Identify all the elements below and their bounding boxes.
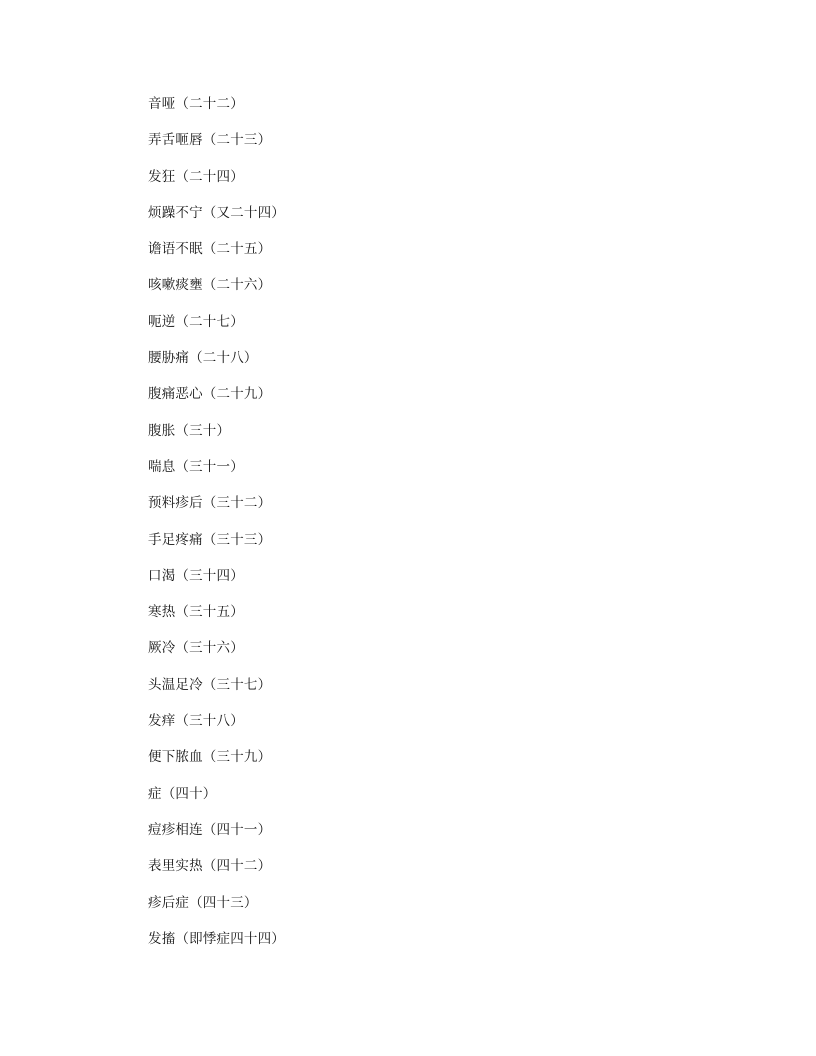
list-item: 便下脓血（三十九） [148, 749, 272, 766]
list-item: 痘疹相连（四十一） [148, 821, 272, 838]
list-item: 发狂（二十四） [148, 168, 244, 185]
list-item: 腹胀（三十） [148, 422, 231, 439]
list-item: 发搐（即悸症四十四） [148, 930, 285, 947]
list-item: 咳嗽痰壅（二十六） [148, 277, 272, 294]
list-item: 疹后症（四十三） [148, 894, 258, 911]
list-item: 呃逆（二十七） [148, 313, 244, 330]
list-item: 厥冷（三十六） [148, 640, 244, 657]
entry-list [148, 94, 285, 965]
list-item: 预料疹后（三十二） [148, 495, 272, 512]
list-item: 头温足冷（三十七） [148, 676, 272, 693]
list-item: 腹痛恶心（二十九） [148, 386, 272, 403]
list-item: 弄舌咂唇（二十三） [148, 132, 272, 149]
list-item: 口渴（三十四） [148, 567, 244, 584]
list-item: 喘息（三十一） [148, 458, 244, 475]
list-item: 寒热（三十五） [148, 604, 244, 621]
list-item: 手足疼痛（三十三） [148, 531, 272, 548]
list-item: 谵语不眠（二十五） [148, 241, 272, 258]
list-item: 表里实热（四十二） [148, 858, 272, 875]
list-item: 音哑（二十二） [148, 96, 244, 112]
list-item: 发痒（三十八） [148, 713, 244, 730]
list-item: 腰胁痛（二十八） [148, 350, 258, 367]
list-item: 烦躁不宁（又二十四） [148, 204, 285, 221]
list-item: 症（四十） [148, 785, 217, 802]
